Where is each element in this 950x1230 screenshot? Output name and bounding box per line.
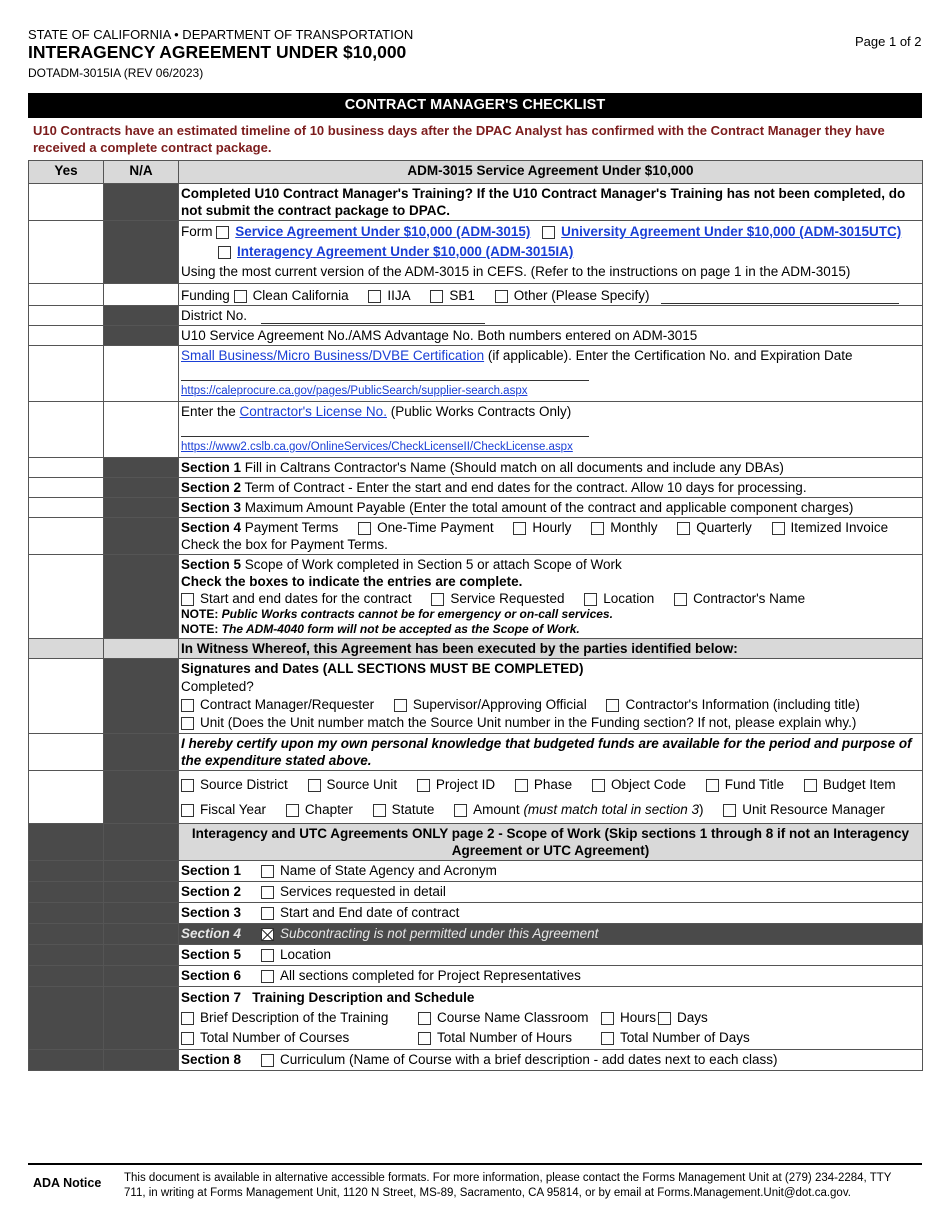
table-row [29, 771, 923, 824]
fund-amount-note: (must match total in section 3 [523, 802, 700, 817]
na-cell [104, 518, 179, 555]
table-row [29, 184, 923, 221]
yes-cell [29, 903, 104, 924]
checkbox[interactable] [181, 717, 194, 730]
training-option: Total Number of Hours [437, 1030, 573, 1045]
table-row [29, 555, 923, 639]
form-label: Form [181, 224, 213, 239]
na-cell [104, 924, 179, 945]
yes-cell[interactable] [29, 402, 104, 458]
checkbox[interactable] [591, 522, 604, 535]
checkbox[interactable] [218, 246, 231, 259]
table-row [29, 306, 923, 326]
fund-option: Unit Resource Manager [742, 802, 885, 817]
completed-label: Completed? [181, 679, 254, 694]
section-label: Section 3 [181, 905, 242, 920]
section-text: All sections completed for Project Representatives [280, 968, 581, 983]
training-option: Brief Description of the Training [200, 1010, 389, 1025]
license-url-link[interactable]: https://www2.cslb.ca.gov/OnlineServices/CheckLicenseII/CheckLicense.aspx [181, 441, 573, 453]
certify-text: I hereby certify upon my own personal knowledge that budgeted funds are available for the period and purpose of the expenditure stated above. [179, 734, 923, 771]
footer-divider [28, 1163, 922, 1165]
sb-field[interactable] [181, 372, 589, 381]
checkbox[interactable] [723, 804, 736, 817]
table-row [29, 458, 923, 478]
training-option: Total Number of Courses [200, 1030, 350, 1045]
payment-note: Check the box for Payment Terms. [181, 537, 388, 552]
checkbox[interactable] [677, 522, 690, 535]
checkbox[interactable] [513, 522, 526, 535]
section-label: Section 3 [181, 500, 242, 515]
fund-option: Chapter [304, 802, 353, 817]
checkbox[interactable] [674, 593, 687, 606]
yes-cell[interactable] [29, 555, 104, 639]
section-text: Payment Terms [241, 520, 339, 535]
form-note: Using the most current version of the ADM-3015 in CEFS. (Refer to the instructions on page 1 in the ADM-3015) [181, 264, 851, 279]
note-text: The ADM-4040 form will not be accepted as the Scope of Work. [218, 622, 580, 636]
checkbox[interactable] [234, 290, 247, 303]
section-label: Section 5 [181, 947, 242, 962]
na-cell [104, 306, 179, 326]
license-field[interactable] [181, 428, 589, 437]
fund-option: Fund Title [724, 777, 785, 792]
table-row [29, 945, 923, 966]
na-cell [104, 639, 179, 659]
na-cell [104, 987, 179, 1050]
section-label: Section 5 [181, 557, 242, 572]
checkbox[interactable] [181, 1012, 194, 1025]
checkbox[interactable] [181, 593, 194, 606]
district-label: District No. [181, 308, 248, 323]
signature-option: Contractor's Information (including title) [625, 697, 860, 712]
table-row [29, 326, 923, 346]
checkbox[interactable] [454, 804, 467, 817]
table-row [29, 966, 923, 987]
yes-cell [29, 824, 104, 861]
payment-option: Monthly [610, 520, 658, 535]
na-cell [104, 184, 179, 221]
na-cell [104, 1050, 179, 1071]
na-cell [104, 966, 179, 987]
table-row [29, 498, 923, 518]
col-na: N/A [104, 161, 179, 184]
signature-option: Contract Manager/Requester [200, 697, 375, 712]
yes-cell [29, 639, 104, 659]
na-cell[interactable] [104, 284, 179, 306]
fund-option: Budget Item [822, 777, 896, 792]
scope-option: Location [603, 591, 655, 606]
na-cell [104, 945, 179, 966]
yes-cell[interactable] [29, 284, 104, 306]
na-cell [104, 824, 179, 861]
checkbox[interactable] [542, 226, 555, 239]
sb-cert-link[interactable]: Small Business/Micro Business/DVBE Certification [181, 348, 485, 363]
checkbox[interactable] [418, 1032, 431, 1045]
fund-amount-end: ) [699, 802, 704, 817]
signatures-title: Signatures and Dates (ALL SECTIONS MUST BE COMPLETED) [181, 661, 584, 676]
yes-cell [29, 924, 104, 945]
checked-checkbox [261, 928, 274, 941]
checkbox[interactable] [261, 886, 274, 899]
section-text: Training Description and Schedule [252, 990, 475, 1005]
col-title: ADM-3015 Service Agreement Under $10,000 [179, 161, 923, 184]
section-text: Name of State Agency and Acronym [280, 863, 497, 878]
note-text: Public Works contracts cannot be for emergency or on-call services. [218, 607, 613, 621]
na-cell [104, 903, 179, 924]
checkbox[interactable] [261, 865, 274, 878]
funding-option: IIJA [387, 288, 411, 303]
funding-option: SB1 [449, 288, 475, 303]
checkbox[interactable] [261, 907, 274, 920]
fund-option: Phase [533, 777, 573, 792]
table-row [29, 734, 923, 771]
table-row [29, 284, 923, 306]
yes-cell[interactable] [29, 478, 104, 498]
funding-label: Funding [181, 288, 230, 303]
table-row [29, 861, 923, 882]
section-text: Scope of Work completed in Section 5 or attach Scope of Work [241, 557, 622, 572]
form-title: INTERAGENCY AGREEMENT UNDER $10,000 [28, 42, 407, 62]
checkbox[interactable] [804, 779, 817, 792]
checkbox[interactable] [430, 290, 443, 303]
table-row [29, 903, 923, 924]
training-option: Course Name Classroom [437, 1010, 589, 1025]
district-field[interactable] [261, 323, 485, 324]
checkbox[interactable] [261, 970, 274, 983]
na-cell [104, 498, 179, 518]
checkbox[interactable] [308, 779, 321, 792]
check-instruction: Check the boxes to indicate the entries are complete. [181, 574, 523, 589]
checkbox[interactable] [706, 779, 719, 792]
page2-header: Interagency and UTC Agreements ONLY page 2 - Scope of Work (Skip sections 1 through 8 if not an Interagency Agreement or UTC Agreement) [179, 824, 923, 861]
checkbox[interactable] [495, 290, 508, 303]
section-label: Section 1 [181, 863, 242, 878]
checkbox[interactable] [592, 779, 605, 792]
fund-option: Project ID [435, 777, 496, 792]
checkbox[interactable] [606, 699, 619, 712]
yes-cell [29, 987, 104, 1050]
section-label: Section 1 [181, 460, 242, 475]
yes-cell [29, 861, 104, 882]
checkbox[interactable] [373, 804, 386, 817]
checkbox[interactable] [772, 522, 785, 535]
section-label: Section 7 [181, 990, 242, 1005]
training-option: Days [677, 1010, 708, 1025]
yes-cell [29, 1050, 104, 1071]
scope-option: Service Requested [450, 591, 565, 606]
scope-option: Start and end dates for the contract [200, 591, 412, 606]
fund-option: Amount [473, 802, 524, 817]
section-label: Section 2 [181, 480, 242, 495]
fund-option: Statute [391, 802, 435, 817]
license-link[interactable]: Contractor's License No. [239, 404, 387, 419]
scope-option: Contractor's Name [693, 591, 806, 606]
u10-service-text: U10 Service Agreement No./AMS Advantage No. Both numbers entered on ADM-3015 [179, 326, 923, 346]
yes-cell[interactable] [29, 346, 104, 402]
fund-option: Source Unit [326, 777, 398, 792]
training-text: Completed U10 Contract Manager's Training? If the U10 Contract Manager's Training has not been completed, do not submit the contract package to DPAC. [179, 184, 923, 221]
yes-cell[interactable] [29, 306, 104, 326]
checkbox[interactable] [358, 522, 371, 535]
col-yes: Yes [29, 161, 104, 184]
checkbox[interactable] [368, 290, 381, 303]
yes-cell [29, 945, 104, 966]
section-text: Curriculum (Name of Course with a brief description - add dates next to each class) [280, 1052, 778, 1067]
section-text: Services requested in detail [280, 884, 446, 899]
yes-cell[interactable] [29, 771, 104, 824]
payment-option: Quarterly [696, 520, 752, 535]
note-label: NOTE: [181, 607, 219, 621]
lic-text: (Public Works Contracts Only) [386, 404, 572, 419]
yes-cell[interactable] [29, 326, 104, 346]
na-cell [104, 734, 179, 771]
section-text: Start and End date of contract [280, 905, 460, 920]
section-text: Location [280, 947, 332, 962]
table-row [29, 824, 923, 861]
table-row [29, 924, 923, 945]
form-id: DOTADM-3015IA (REV 06/2023) [28, 66, 204, 80]
checkbox[interactable] [216, 226, 229, 239]
table-row [29, 518, 923, 555]
checkbox[interactable] [261, 949, 274, 962]
yes-cell[interactable] [29, 518, 104, 555]
table-row [29, 346, 923, 402]
checkbox[interactable] [181, 804, 194, 817]
yes-cell[interactable] [29, 734, 104, 771]
yes-cell[interactable] [29, 184, 104, 221]
yes-cell[interactable] [29, 458, 104, 478]
link-adm3015ia[interactable]: Interagency Agreement Under $10,000 (ADM-3015IA) [237, 244, 574, 259]
payment-option: Itemized Invoice [790, 520, 889, 535]
section-label: Section 4 [181, 520, 242, 535]
table-row [29, 221, 923, 284]
checklist-banner: CONTRACT MANAGER'S CHECKLIST [28, 93, 922, 118]
na-cell [104, 555, 179, 639]
payment-option: Hourly [532, 520, 572, 535]
funding-option: Other (Please Specify) [513, 288, 650, 303]
table-row [29, 659, 923, 734]
na-cell [104, 659, 179, 734]
link-adm3015utc[interactable]: University Agreement Under $10,000 (ADM-3015UTC) [561, 224, 902, 239]
training-option: Hours [620, 1010, 657, 1025]
fund-option: Object Code [610, 777, 686, 792]
training-option: Total Number of Days [620, 1030, 750, 1045]
section-text: Fill in Caltrans Contractor's Name (Should match on all documents and include any DBAs) [241, 460, 784, 475]
section-label: Section 4 [181, 926, 242, 941]
checkbox[interactable] [181, 1032, 194, 1045]
na-cell[interactable] [104, 346, 179, 402]
table-row [29, 1050, 923, 1071]
sb-url-link[interactable]: https://caleprocure.ca.gov/pages/PublicSearch/supplier-search.aspx [181, 385, 528, 397]
lic-pre: Enter the [181, 404, 240, 419]
checkbox[interactable] [286, 804, 299, 817]
checkbox[interactable] [601, 1012, 614, 1025]
yes-cell[interactable] [29, 221, 104, 284]
table-row [29, 987, 923, 1050]
na-cell [104, 771, 179, 824]
na-cell [104, 478, 179, 498]
link-adm3015[interactable]: Service Agreement Under $10,000 (ADM-3015) [235, 224, 531, 239]
na-cell [104, 861, 179, 882]
na-cell [104, 458, 179, 478]
yes-cell[interactable] [29, 659, 104, 734]
payment-option: One-Time Payment [377, 520, 494, 535]
checkbox[interactable] [584, 593, 597, 606]
checkbox[interactable] [601, 1032, 614, 1045]
ada-text: This document is available in alternative accessible formats. For more information, please contact the Forms Management Unit at (279) 234-2284, TTY 711, in writing at Forms Management Unit, 1120 N Street, MS-89, Sacramento, CA 95814, or by email at Forms.Management.Unit@dot.ca.gov. [124, 1172, 892, 1199]
na-cell[interactable] [104, 402, 179, 458]
checkbox[interactable] [181, 779, 194, 792]
timeline-note: U10 Contracts have an estimated timeline of 10 business days after the DPAC Analyst has confirmed with the Contract Manager they have received a complete contract package. [33, 123, 885, 155]
section-label: Section 6 [181, 968, 242, 983]
fund-option: Fiscal Year [200, 802, 267, 817]
section-label: Section 8 [181, 1052, 242, 1067]
checkbox[interactable] [418, 1012, 431, 1025]
ada-label: ADA Notice [33, 1176, 102, 1190]
table-row [29, 478, 923, 498]
yes-cell [29, 966, 104, 987]
page-number: Page 1 of 2 [855, 34, 922, 49]
checkbox[interactable] [417, 779, 430, 792]
note-label: NOTE: [181, 622, 219, 636]
checkbox[interactable] [181, 699, 194, 712]
other-specify-field[interactable] [661, 303, 899, 304]
yes-cell[interactable] [29, 498, 104, 518]
checkbox[interactable] [515, 779, 528, 792]
checkbox[interactable] [431, 593, 444, 606]
section-text: Maximum Amount Payable (Enter the total amount of the contract and applicable component charges) [241, 500, 854, 515]
table-row [29, 402, 923, 458]
section-label: Section 2 [181, 884, 242, 899]
checkbox[interactable] [394, 699, 407, 712]
table-row [29, 882, 923, 903]
signature-option: Supervisor/Approving Official [412, 697, 587, 712]
unit-option: Unit (Does the Unit number match the Source Unit number in the Funding section? If not, please explain why.) [200, 715, 857, 730]
checkbox[interactable] [658, 1012, 671, 1025]
na-cell [104, 221, 179, 284]
checkbox[interactable] [261, 1054, 274, 1067]
section-text: Term of Contract - Enter the start and end dates for the contract. Allow 10 days for processing. [241, 480, 807, 495]
yes-cell [29, 882, 104, 903]
na-cell [104, 882, 179, 903]
agency-line: STATE OF CALIFORNIA • DEPARTMENT OF TRANSPORTATION [28, 27, 414, 42]
witness-text: In Witness Whereof, this Agreement has been executed by the parties identified below: [179, 639, 923, 659]
sb-text: (if applicable). Enter the Certification No. and Expiration Date [484, 348, 853, 363]
fund-option: Source District [200, 777, 288, 792]
table-row [29, 639, 923, 659]
funding-option: Clean California [252, 288, 349, 303]
checklist-table [28, 160, 923, 1071]
section-text: Subcontracting is not permitted under this Agreement [280, 926, 599, 941]
na-cell [104, 326, 179, 346]
